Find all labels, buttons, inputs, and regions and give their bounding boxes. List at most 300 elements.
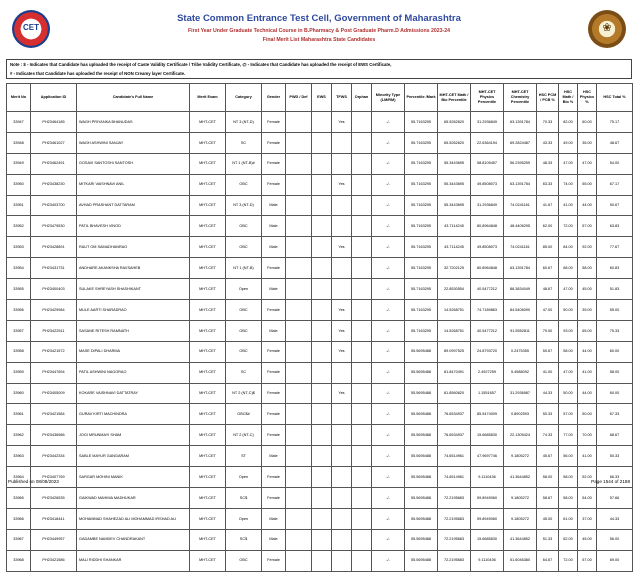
table-cell: 72.2195683 — [438, 550, 471, 571]
table-cell: 80.8964848 — [471, 258, 504, 279]
table-cell: 55.7163295 — [405, 153, 438, 174]
table-cell: 55.3443695 — [438, 174, 471, 195]
table-cell: 1.1551657 — [471, 383, 504, 404]
table-cell: NT 3 (NT-D) — [226, 195, 262, 216]
column-header: MHT-CET Chemistry Percentile — [504, 84, 537, 112]
table-cell: 50.67 — [537, 341, 559, 362]
column-header: EWS — [312, 84, 332, 112]
table-cell — [286, 132, 312, 153]
table-cell: 39.00 — [578, 300, 597, 321]
table-cell — [312, 320, 332, 341]
column-header: TFWS — [332, 84, 352, 112]
table-cell — [312, 174, 332, 195]
column-header: Merit Exam — [190, 84, 226, 112]
table-cell: 41.00 — [578, 362, 597, 383]
table-cell: 44.33 — [597, 508, 633, 529]
table-cell: SC — [226, 362, 262, 383]
table-cell: -/- — [372, 362, 405, 383]
table-cell — [286, 320, 312, 341]
table-row — [7, 341, 633, 362]
table-cell — [332, 279, 352, 300]
table-cell: OBC — [226, 216, 262, 237]
table-cell: 33956 — [7, 300, 31, 321]
table-cell: PH23442334 — [31, 446, 77, 467]
table-cell: 47.00 — [559, 279, 578, 300]
table-cell: 93.00 — [559, 320, 578, 341]
table-cell: 66.33 — [597, 467, 633, 488]
table-cell: 32.7202125 — [438, 258, 471, 279]
table-cell: 54.00 — [597, 153, 633, 174]
table-row — [7, 529, 633, 550]
table-cell: MHT-CET — [190, 529, 226, 550]
table-cell: 74.0241161 — [504, 237, 537, 258]
table-cell: 55.7163295 — [405, 216, 438, 237]
table-cell — [332, 404, 352, 425]
table-cell: 57.66 — [597, 488, 633, 509]
table-cell: MHT-CET — [190, 195, 226, 216]
table-row — [7, 258, 633, 279]
table-cell: MHT-CET — [190, 279, 226, 300]
table-cell: 55.7163295 — [405, 174, 438, 195]
table-cell: 84.5406090 — [504, 300, 537, 321]
table-cell: -/- — [372, 467, 405, 488]
table-cell: 41.00 — [578, 446, 597, 467]
table-cell: 50.00 — [578, 404, 597, 425]
table-cell: 47.00 — [537, 300, 559, 321]
table-cell: 55.7163295 — [405, 320, 438, 341]
table-cell — [352, 550, 372, 571]
table-cell — [312, 153, 332, 174]
table-cell: 91.5552811 — [504, 320, 537, 341]
table-cell: 33951 — [7, 195, 31, 216]
table-cell: MHT-CET — [190, 508, 226, 529]
table-cell: 55.5695488 — [405, 404, 438, 425]
table-cell: SC$ — [226, 488, 262, 509]
table-cell: 15.6685630 — [471, 529, 504, 550]
table-cell — [332, 362, 352, 383]
table-cell: 9.1805272 — [504, 508, 537, 529]
table-cell: 58.67 — [537, 488, 559, 509]
table-cell — [352, 174, 372, 195]
table-cell: WAGH ASHWINI SANJAY — [77, 132, 190, 153]
table-cell: 55.00 — [578, 174, 597, 195]
table-cell: -/- — [372, 425, 405, 446]
table-cell: 55.7163295 — [405, 112, 438, 133]
table-cell — [286, 425, 312, 446]
table-cell — [352, 279, 372, 300]
table-cell: 55.5695488 — [405, 446, 438, 467]
table-header-row — [7, 84, 633, 112]
table-cell: 67.17 — [597, 174, 633, 195]
table-cell: 55.3443695 — [438, 153, 471, 174]
table-cell — [332, 508, 352, 529]
table-cell: Yes — [332, 383, 352, 404]
table-cell: PH23418441 — [31, 508, 77, 529]
table-cell: MHT-CET — [190, 425, 226, 446]
table-row — [7, 550, 633, 571]
table-cell: -/- — [372, 279, 405, 300]
table-cell: -/- — [372, 446, 405, 467]
table-cell: 81.8560820 — [438, 383, 471, 404]
table-cell — [286, 383, 312, 404]
page-subtitle: First Year Under Graduate Technical Course in B.Pharmacy & Post Graduate Pharm.D Admissions 2023-24 — [188, 28, 450, 34]
table-cell: 56.00 — [559, 446, 578, 467]
column-header: Application ID — [31, 84, 77, 112]
table-cell: MULE AARTI SHARADRAO — [77, 300, 190, 321]
table-cell: 33949 — [7, 153, 31, 174]
table-cell: MHT-CET — [190, 237, 226, 258]
table-row — [7, 425, 633, 446]
table-cell: 51.83 — [597, 279, 633, 300]
table-cell: 31.2936849 — [471, 195, 504, 216]
table-cell: 58.8105457 — [471, 153, 504, 174]
table-cell: 55.5695488 — [405, 508, 438, 529]
column-header: MHT-CET Math / Bio Percentile — [438, 84, 471, 112]
table-cell: 69.2824487 — [504, 132, 537, 153]
table-cell: NT 2 (NT-C)$ — [226, 383, 262, 404]
table-cell: 74.00 — [559, 174, 578, 195]
table-cell: 44.00 — [578, 383, 597, 404]
table-cell: Female — [262, 488, 286, 509]
table-cell: -/- — [372, 153, 405, 174]
table-cell: 50.00 — [559, 300, 578, 321]
table-cell: 63.83 — [597, 216, 633, 237]
table-cell: 54.00 — [578, 488, 597, 509]
table-cell: Female — [262, 153, 286, 174]
table-cell: 60.67 — [537, 258, 559, 279]
table-cell — [332, 216, 352, 237]
table-cell: 41.67 — [537, 195, 559, 216]
table-cell: PH23429984 — [31, 300, 77, 321]
table-cell: OBC — [226, 550, 262, 571]
table-cell: SC — [226, 132, 262, 153]
table-row — [7, 383, 633, 404]
table-cell — [332, 488, 352, 509]
table-cell: Male — [262, 216, 286, 237]
table-cell: -/- — [372, 174, 405, 195]
table-cell: 33955 — [7, 279, 31, 300]
table-cell — [286, 153, 312, 174]
table-row — [7, 508, 633, 529]
table-cell: 60.00 — [597, 341, 633, 362]
table-cell: 81.8470491 — [438, 362, 471, 383]
table-cell: 55.7163295 — [405, 258, 438, 279]
table-cell: 85.00 — [537, 237, 559, 258]
table-cell: MHT-CET — [190, 216, 226, 237]
table-cell: JOGI MRUNMAYI SHAM — [77, 425, 190, 446]
table-cell: 57.00 — [559, 404, 578, 425]
table-cell: 33958 — [7, 341, 31, 362]
table-cell — [352, 362, 372, 383]
table-cell: 74.6514961 — [438, 467, 471, 488]
table-cell — [312, 383, 332, 404]
table-cell: 59.8949060 — [471, 488, 504, 509]
table-cell: Female — [262, 174, 286, 195]
table-cell: 9.1110436 — [471, 550, 504, 571]
table-cell: 56.2395259 — [504, 153, 537, 174]
table-cell: Yes — [332, 341, 352, 362]
table-cell: 33959 — [7, 362, 31, 383]
table-cell — [312, 341, 332, 362]
table-cell: Yes — [332, 237, 352, 258]
table-cell: OBC$# — [226, 404, 262, 425]
table-cell: PH23405009 — [31, 383, 77, 404]
table-cell: MHT-CET — [190, 550, 226, 571]
table-cell: OBC — [226, 300, 262, 321]
table-cell: PH23461027 — [31, 132, 77, 153]
table-cell: 48.33 — [537, 153, 559, 174]
table-cell: NT 1 (NT-B)# — [226, 153, 262, 174]
table-cell: 63.1391784 — [504, 112, 537, 133]
note-line-1: Note : $ - Indicates that Candidate has uploaded the receipt of Caste Validity Certificate / Tribe Validity Certificate, @ - Indicates that Candidate has uploaded the receipt of EWS Certificate, — [10, 62, 392, 67]
table-cell: 2.4927259 — [471, 362, 504, 383]
table-cell: 31.2936987 — [504, 383, 537, 404]
table-cell — [286, 279, 312, 300]
table-cell: 0.2475355 — [504, 341, 537, 362]
table-cell: GOSAVI SANTOSHI SANTOSH — [77, 153, 190, 174]
table-cell: MHT-CET — [190, 320, 226, 341]
table-cell — [312, 258, 332, 279]
table-cell: -/- — [372, 300, 405, 321]
government-seal-icon — [588, 10, 626, 48]
table-cell: 55.3443695 — [438, 195, 471, 216]
table-cell: -/- — [372, 383, 405, 404]
table-cell: Female — [262, 404, 286, 425]
table-cell: -/- — [372, 529, 405, 550]
table-cell: 31.2936849 — [471, 112, 504, 133]
table-cell — [352, 112, 372, 133]
table-cell — [286, 258, 312, 279]
table-cell: 62.00 — [559, 529, 578, 550]
table-cell: 74.7189863 — [471, 300, 504, 321]
table-cell — [352, 529, 372, 550]
table-cell: 33954 — [7, 258, 31, 279]
table-cell: Female — [262, 341, 286, 362]
table-cell: MHT-CET — [190, 153, 226, 174]
table-cell: 75.33 — [597, 320, 633, 341]
table-cell: 58.00 — [559, 488, 578, 509]
table-cell: SABLE MAYUR GANGARAM — [77, 446, 190, 467]
table-cell: 70.33 — [537, 112, 559, 133]
table-cell: 55.7163295 — [405, 237, 438, 258]
table-cell: 55.5695488 — [405, 467, 438, 488]
table-cell: PH23400403 — [31, 279, 77, 300]
table-cell: PH23407769 — [31, 467, 77, 488]
table-cell: 82.00 — [559, 112, 578, 133]
page-number: Page 1544 of 2188 — [591, 479, 630, 484]
table-cell: 14.5268751 — [438, 300, 471, 321]
table-cell: 48.67 — [597, 132, 633, 153]
table-cell: -/- — [372, 132, 405, 153]
table-cell: 33948 — [7, 132, 31, 153]
column-header: PWD / Def — [286, 84, 312, 112]
table-cell — [352, 320, 372, 341]
table-cell: 72.2195683 — [438, 529, 471, 550]
table-cell: Open — [226, 508, 262, 529]
table-cell: 65.5262620 — [438, 132, 471, 153]
table-cell — [352, 132, 372, 153]
table-cell: 44.00 — [578, 195, 597, 216]
table-cell: 14.5268751 — [438, 320, 471, 341]
table-cell — [352, 508, 372, 529]
table-cell: SC$ — [226, 529, 262, 550]
table-cell: 68.00 — [559, 258, 578, 279]
table-cell: 33947 — [7, 112, 31, 133]
table-cell: 55.7163295 — [405, 132, 438, 153]
table-cell — [286, 300, 312, 321]
table-cell — [352, 446, 372, 467]
table-cell: PH23428891 — [31, 237, 77, 258]
table-cell: 70.00 — [578, 425, 597, 446]
table-cell — [312, 237, 332, 258]
table-cell: 79.00 — [537, 320, 559, 341]
table-cell: 15.6685630 — [471, 425, 504, 446]
table-cell: PH23436986 — [31, 425, 77, 446]
table-cell: 49.8508073 — [471, 237, 504, 258]
table-cell: Male — [262, 237, 286, 258]
table-row — [7, 112, 633, 133]
table-cell: MHT-CET — [190, 341, 226, 362]
table-cell: 44.33 — [537, 383, 559, 404]
table-cell: 88.3834049 — [504, 279, 537, 300]
table-cell: PH23438230 — [31, 174, 77, 195]
table-cell: 57.00 — [578, 550, 597, 571]
table-cell: 41.3644852 — [504, 467, 537, 488]
table-cell: SASANE RITESH RAMNATH — [77, 320, 190, 341]
table-cell — [312, 529, 332, 550]
table-cell: 67.33 — [597, 404, 633, 425]
column-header: Orphan — [352, 84, 372, 112]
table-cell: 50.00 — [559, 383, 578, 404]
table-cell: 63.1391784 — [504, 258, 537, 279]
table-cell: MHT-CET — [190, 362, 226, 383]
table-cell: 58.00 — [597, 362, 633, 383]
table-cell: 55.5695488 — [405, 529, 438, 550]
table-cell: 58.00 — [578, 258, 597, 279]
table-cell: Open — [226, 467, 262, 488]
table-cell: MOHAMMAD SHAHEZAD ALI MOHAMMAD IRSHAD ALI — [77, 508, 190, 529]
table-cell: 57.00 — [578, 216, 597, 237]
page-subtitle-2: Final Merit List Maharashtra State Candidates — [262, 37, 376, 43]
table-cell: 45.00 — [578, 279, 597, 300]
table-cell: 33950 — [7, 174, 31, 195]
table-cell: 44.00 — [578, 341, 597, 362]
table-cell: MALI RIDDHI SHANKAR — [77, 550, 190, 571]
table-cell — [332, 132, 352, 153]
table-cell: 74.33 — [537, 425, 559, 446]
cet-logo-text: CET — [23, 23, 39, 32]
table-cell: 47.00 — [578, 153, 597, 174]
table-cell: 33961 — [7, 404, 31, 425]
table-cell: Female — [262, 112, 286, 133]
table-cell: Male — [262, 529, 286, 550]
table-cell: 55.5695488 — [405, 341, 438, 362]
table-cell: 62.00 — [537, 216, 559, 237]
table-cell — [286, 467, 312, 488]
table-cell: RAUT OM SAMADHANRAO — [77, 237, 190, 258]
table-cell: 55.5695488 — [405, 550, 438, 571]
table-cell: 33953 — [7, 237, 31, 258]
table-cell: 75.17 — [597, 112, 633, 133]
table-cell: 51.33 — [537, 529, 559, 550]
table-cell: 9.1805272 — [504, 446, 537, 467]
table-cell: MHT-CET — [190, 467, 226, 488]
table-row — [7, 488, 633, 509]
table-cell: AVHAD PRASHANT DATTARAM — [77, 195, 190, 216]
table-cell — [312, 132, 332, 153]
notes-box — [6, 59, 632, 79]
table-cell: 84.00 — [559, 237, 578, 258]
table-cell: OBC — [226, 174, 262, 195]
table-cell: OBC — [226, 237, 262, 258]
table-cell — [312, 279, 332, 300]
table-cell: PH23431731 — [31, 258, 77, 279]
table-cell: -/- — [372, 237, 405, 258]
table-cell — [286, 446, 312, 467]
table-cell: GURAV KIRTI MACHINDRA — [77, 404, 190, 425]
table-cell: 5.4588092 — [504, 362, 537, 383]
table-cell — [312, 488, 332, 509]
table-cell: 55.5695488 — [405, 425, 438, 446]
table-cell: -/- — [372, 341, 405, 362]
table-cell: PH23421572 — [31, 341, 77, 362]
table-cell: Open — [226, 279, 262, 300]
table-cell: 43.7114245 — [438, 216, 471, 237]
table-cell: NT 2 (NT-C) — [226, 425, 262, 446]
table-cell: 52.00 — [578, 467, 597, 488]
table-cell: 68.67 — [597, 425, 633, 446]
column-header: HSC Physics % — [578, 84, 597, 112]
page-title: State Common Entrance Test Cell, Government of Maharashtra — [177, 13, 461, 24]
table-cell: 55.7163295 — [405, 300, 438, 321]
table-cell: 55.7163295 — [405, 195, 438, 216]
table-cell: 55.5695488 — [405, 383, 438, 404]
table-cell — [332, 258, 352, 279]
table-cell: 33957 — [7, 320, 31, 341]
table-cell: 49.00 — [559, 132, 578, 153]
table-cell: PH23479530 — [31, 216, 77, 237]
table-cell: 56.00 — [597, 529, 633, 550]
table-cell: Female — [262, 550, 286, 571]
table-cell: 24.8793720 — [471, 341, 504, 362]
table-row — [7, 467, 633, 488]
table-cell: 51.6046380 — [504, 550, 537, 571]
table-cell — [286, 195, 312, 216]
table-row — [7, 237, 633, 258]
table-cell: 48.67 — [537, 279, 559, 300]
table-row — [7, 216, 633, 237]
table-cell: Male — [262, 446, 286, 467]
table-cell: 74.0241161 — [504, 195, 537, 216]
table-cell: 72.00 — [559, 216, 578, 237]
table-cell: 72.00 — [559, 550, 578, 571]
table-cell: Female — [262, 383, 286, 404]
table-cell: 60.00 — [578, 112, 597, 133]
column-header: Merit No — [7, 84, 31, 112]
table-cell: PH23447694 — [31, 362, 77, 383]
table-cell: 43.33 — [537, 132, 559, 153]
table-cell: MHT-CET — [190, 488, 226, 509]
table-cell: 41.00 — [559, 195, 578, 216]
column-header: MHT-CET Physics Percentile — [471, 84, 504, 112]
table-row — [7, 132, 633, 153]
table-cell: 89.0997525 — [438, 341, 471, 362]
table-cell: 48.4406295 — [504, 216, 537, 237]
table-cell — [332, 467, 352, 488]
table-cell: 50.67 — [597, 195, 633, 216]
table-cell: Female — [262, 425, 286, 446]
table-row — [7, 446, 633, 467]
